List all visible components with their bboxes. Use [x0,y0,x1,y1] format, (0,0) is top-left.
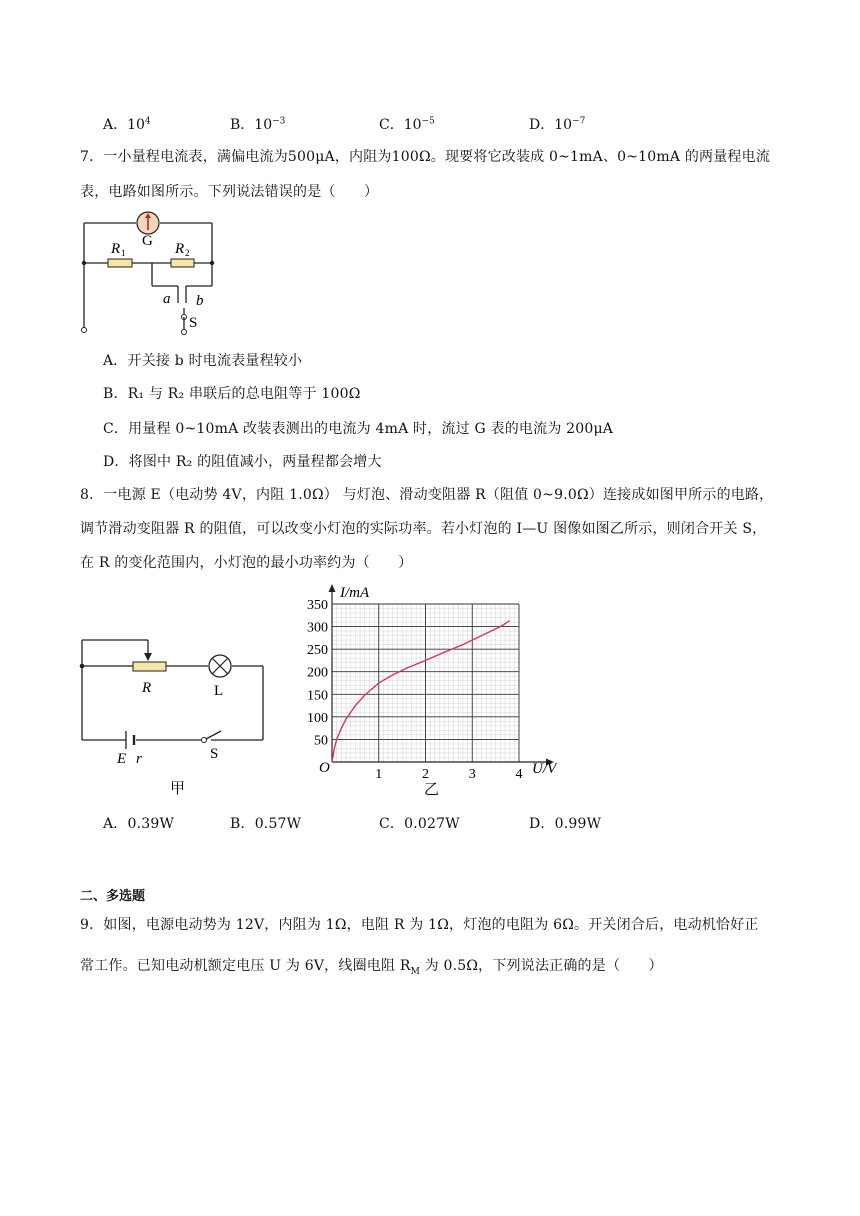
slider-arrow-icon [144,653,152,661]
y-axis-label: I/mA [340,585,370,601]
x-axis-label: U/V [532,761,557,777]
switch-lever [206,731,221,739]
x-tick-label: 3 [468,767,476,782]
q7-stem-line-1: 7．一小量程电流表，满偏电流为500μA，内阻为100Ω。现要将它改装成 0~1mA、0~10mA 的两量程电流 [80,149,771,165]
option-base: 10 [254,117,273,133]
resistor-r1 [108,259,132,267]
label-s: S [210,746,219,762]
label-e: E [117,751,127,767]
caption-jia: 甲 [170,781,186,797]
label-g: G [142,233,153,249]
q7-option-d: D．将图中 R₂ 的阻值减小，两量程都会增大 [103,454,382,470]
caption-yi: 乙 [424,782,440,798]
option-exponent: −3 [272,116,286,127]
q8-stem-line-3: 在 R 的变化范围内，小灯泡的最小功率约为（ ） [80,555,413,571]
junction-dot [82,261,86,265]
label-r1-sub: 1 [121,248,126,258]
option-key: C． [379,117,404,133]
q6-option-c [379,114,435,134]
option-exponent: −5 [421,116,435,127]
option-exponent: −7 [572,116,586,127]
q8-iu-chart [300,582,570,802]
q8-option-c: C．0.027W [379,816,460,832]
x-tick-label: 1 [375,767,383,782]
origin-label: O [319,760,330,776]
label-r2: R [175,241,185,257]
q9-stem-2-sub: M [410,966,420,977]
junction-dot [210,261,214,265]
q9-stem-line-1: 9．如图，电源电动势为 12V，内阻为 1Ω，电阻 R 为 1Ω，灯泡的电阻为 6Ω。开关闭合后，电动机恰好正 [80,917,759,933]
y-tick-label: 50 [314,733,328,749]
label-r2-sub: 2 [185,248,190,258]
label-l: L [214,683,224,699]
label-b: b [196,293,204,309]
option-key: A． [103,117,128,133]
label-r-internal: r [136,751,142,767]
option-exponent: 4 [144,116,151,127]
option-base: 10 [127,117,145,133]
label-s: S [189,315,198,331]
q6-option-d [529,114,585,134]
label-a: a [163,291,171,307]
y-tick-label: 100 [307,710,328,726]
resistor-r2 [171,259,194,267]
q8-option-d: D．0.99W [529,816,602,832]
q7-circuit-diagram [76,208,226,338]
option-key: B． [230,117,255,133]
option-key: D． [529,117,555,133]
q9-stem-2b: 为 0.5Ω，下列说法正确的是（ ） [419,958,663,974]
switch-pivot [202,738,207,743]
axes [329,584,555,766]
junction-dot [80,664,85,669]
x-tick-label: 2 [422,767,429,782]
tick-labels [307,598,523,782]
q7-option-b: B．R₁ 与 R₂ 串联后的总电阻等于 100Ω [103,386,361,402]
y-tick-label: 300 [307,620,328,636]
y-tick-label: 250 [307,643,328,659]
terminal-dot [82,328,87,333]
y-tick-label: 350 [307,598,328,613]
q8-stem-line-1: 8．一电源 E（电动势 4V，内阻 1.0Ω） 与灯泡、滑动变阻器 R（阻值 0~9.0Ω）连接成如图甲所示的电路， [80,487,774,503]
q7-stem-line-2: 表，电路如图所示。下列说法错误的是（ ） [80,184,379,200]
q7-option-a: A．开关接 b 时电流表量程较小 [103,353,303,369]
option-base: 10 [554,117,573,133]
y-axis-arrow-icon [329,584,336,592]
y-tick-label: 200 [307,665,328,681]
y-tick-label: 150 [307,688,328,704]
q8-circuit-diagram-jia [76,636,276,801]
q8-option-a: A．0.39W [103,816,175,832]
q9-stem-2a: 常工作。已知电动机额定电压 U 为 6V，线圈电阻 R [80,958,411,974]
q6-option-b [230,114,285,134]
label-r1: R [111,241,121,257]
rheostat-r [133,662,166,671]
section-title: 二、多选题 [80,889,146,904]
x-tick-label: 4 [515,767,523,782]
terminal-dot [182,330,187,335]
q8-option-b: B．0.57W [230,816,302,832]
q8-stem-line-2: 调节滑动变阻器 R 的阻值，可以改变小灯泡的实际功率。若小灯泡的 I—U 图像如图乙所示，则闭合开关 S， [80,521,767,537]
label-r: R [142,680,152,696]
q9-stem-line-2 [80,955,663,977]
option-base: 10 [403,117,422,133]
q6-option-a [103,114,151,134]
q7-option-c: C．用量程 0~10mA 改装表测出的电流为 4mA 时，流过 G 表的电流为 200μA [103,421,614,437]
